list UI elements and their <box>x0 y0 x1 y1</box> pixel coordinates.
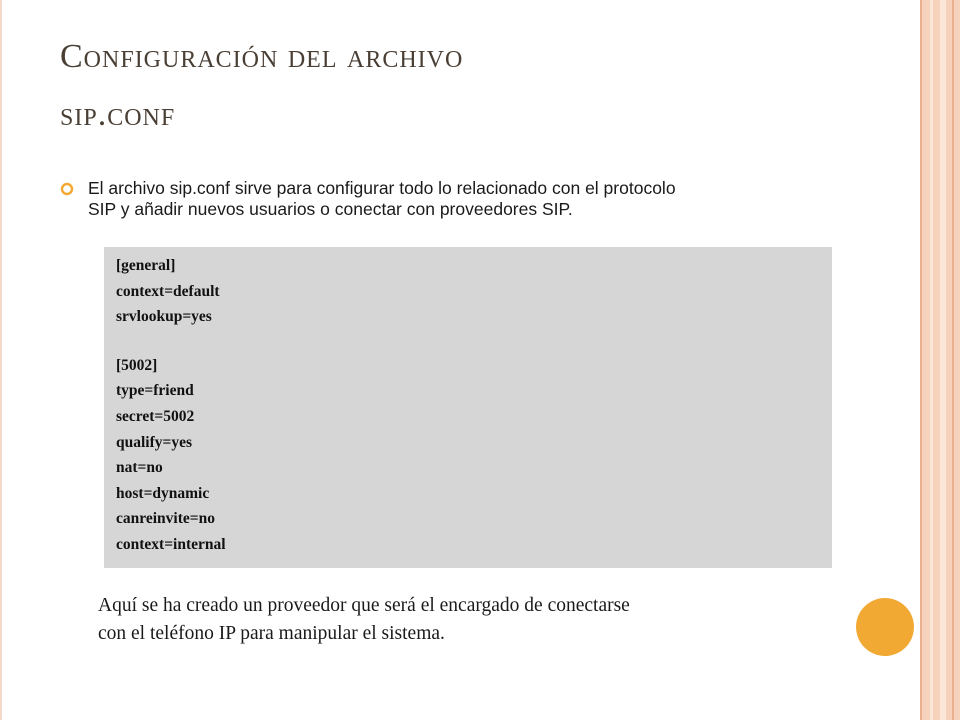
bullet-text-line: SIP y añadir nuevos usuarios o conectar con proveedores SIP. <box>88 199 573 219</box>
accent-circle-decoration <box>856 598 914 656</box>
config-code-block <box>104 247 832 568</box>
note-text <box>98 592 878 648</box>
code-line: context=internal <box>116 535 226 553</box>
left-edge-decoration <box>0 0 2 720</box>
bullet-text-line: El archivo sip.conf sirve para configurar todo lo relacionado con el protocolo <box>88 178 676 198</box>
code-line: host=dynamic <box>116 484 210 502</box>
code-line: secret=5002 <box>116 407 195 425</box>
code-line: srvlookup=yes <box>116 308 212 326</box>
bullet-text <box>88 178 918 220</box>
right-border-stripe <box>952 0 954 720</box>
code-blank-line <box>116 330 226 353</box>
note-line: Aquí se ha creado un proveedor que será el encargado de conectarse <box>98 595 630 616</box>
code-lines <box>116 253 226 558</box>
code-line: [general] <box>116 257 176 274</box>
code-line: qualify=yes <box>116 433 193 451</box>
right-border-stripe <box>940 0 946 720</box>
right-border-stripe <box>930 0 933 720</box>
slide-title-line: Configuración del archivo <box>60 38 464 75</box>
code-line: type=friend <box>116 382 194 400</box>
code-line: nat=no <box>116 459 163 477</box>
slide-title <box>60 28 840 144</box>
slide-title-line: sip.conf <box>60 96 176 133</box>
note-line: con el teléfono IP para manipular el sistema. <box>98 623 445 644</box>
code-line: [5002] <box>116 356 158 374</box>
code-line: canreinvite=no <box>116 510 215 528</box>
circle-bullet-icon <box>60 182 74 196</box>
code-line: context=default <box>116 282 220 300</box>
right-border-stripe <box>920 0 922 720</box>
